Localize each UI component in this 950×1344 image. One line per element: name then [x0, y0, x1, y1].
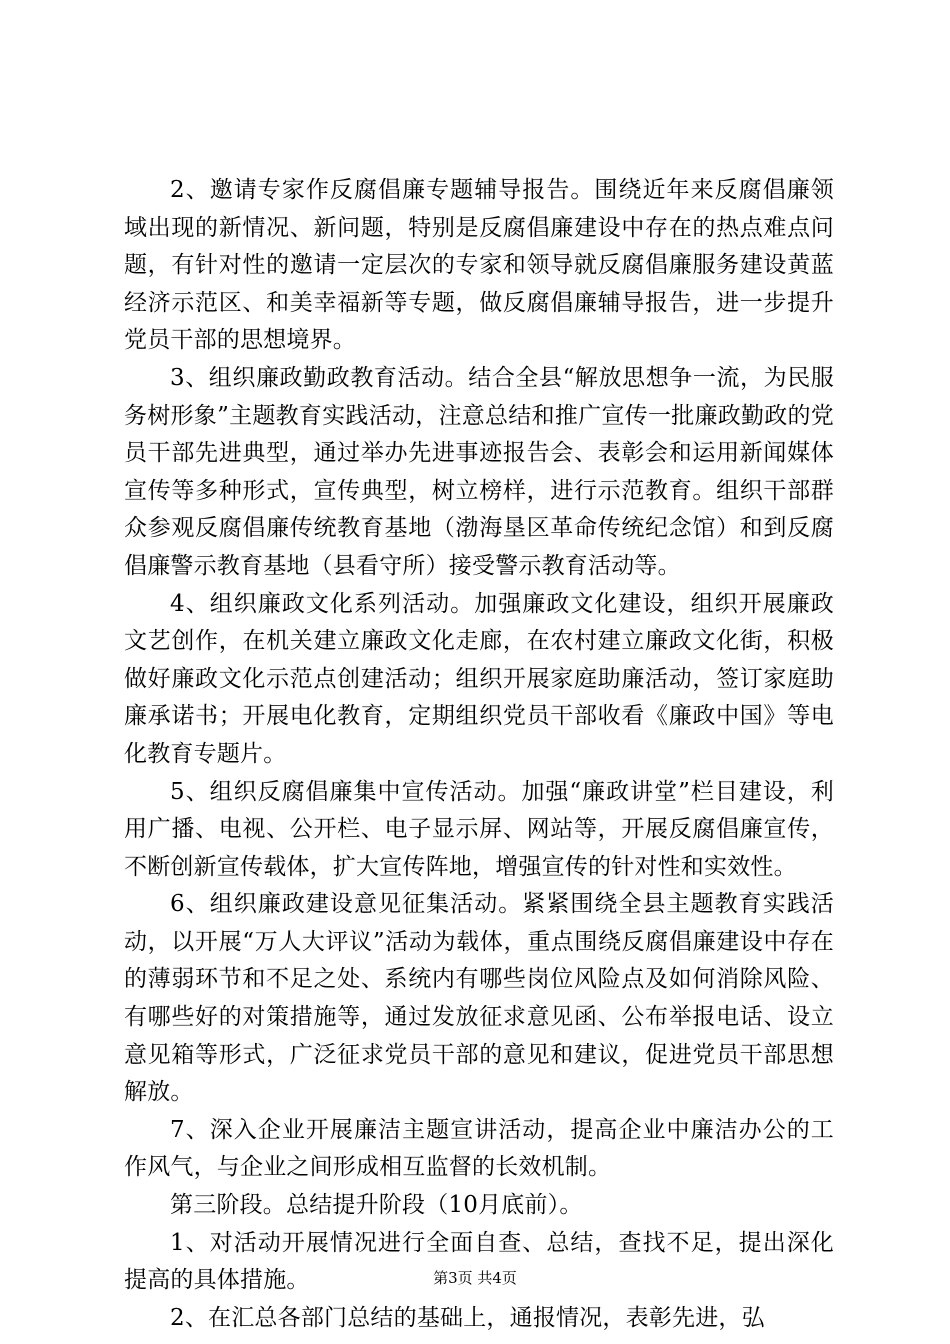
paragraph-expert-report: 2、邀请专家作反腐倡廉专题辅导报告。围绕近年来反腐倡廉领域出现的新情况、新问题，特别是反腐倡廉建设中存在的热点难点问题，有针对性的邀请一定层次的专家和领导就反腐倡廉服务建设黄蓝经济示范区、和美幸福新等专题，做反腐倡廉辅导报告，进一步提升党员干部的思想境界。 — [124, 177, 834, 354]
paragraph-culture-activities: 4、组织廉政文化系列活动。加强廉政文化建设，组织开展廉政文艺创作，在机关建立廉政文化走廊，在农村建立廉政文化街，积极做好廉政文化示范点创建活动；组织开展家庭助廉活动，签订家庭助廉承诺书；开展电化教育，定期组织党员干部收看《廉政中国》等电化教育专题片。 — [124, 590, 834, 767]
page-footer: 第3页 共4页 — [433, 1269, 517, 1287]
paragraph-self-inspection: 1、对活动开展情况进行全面自查、总结，查找不足，提出深化提高的具体措施。 — [124, 1229, 834, 1294]
paragraph-integrity-education: 3、组织廉政勤政教育活动。结合全县“解放思想争一流，为民服务树形象”主题教育实践活动，注意总结和推广宣传一批廉政勤政的党员干部先进典型，通过举办先进事迹报告会、表彰会和运用新闻媒体宣传等多种形式，宣传典型，树立榜样，进行示范教育。组织干部群众参观反腐倡廉传统教育基地（渤海垦区革命传统纪念馆）和到反腐倡廉警示教育基地（县看守所）接受警示教育活动等。 — [124, 364, 834, 579]
paragraph-stage-three-heading: 第三阶段。总结提升阶段（10月底前）。 — [170, 1192, 583, 1219]
paragraph-summary-report: 2、在汇总各部门总结的基础上，通报情况，表彰先进，弘 — [170, 1304, 765, 1331]
paragraph-publicity-activities: 5、组织反腐倡廉集中宣传活动。加强“廉政讲堂”栏目建设，利用广播、电视、公开栏、电子显示屏、网站等，开展反腐倡廉宣传，不断创新宣传载体，扩大宣传阵地，增强宣传的针对性和实效性。 — [124, 778, 834, 880]
paragraph-opinion-collection: 6、组织廉政建设意见征集活动。紧紧围绕全县主题教育实践活动，以开展“万人大评议”活动为载体，重点围绕反腐倡廉建设中存在的薄弱环节和不足之处、系统内有哪些岗位风险点及如何消除风险、有哪些好的对策措施等，通过发放征求意见函、公布举报电话、设立意见箱等形式，广泛征求党员干部的意见和建议，促进党员干部思想解放。 — [124, 891, 834, 1106]
document-body — [124, 172, 834, 1337]
paragraph-enterprise-lectures: 7、深入企业开展廉洁主题宣讲活动，提高企业中廉洁办公的工作风气，与企业之间形成相互监督的长效机制。 — [124, 1116, 834, 1181]
